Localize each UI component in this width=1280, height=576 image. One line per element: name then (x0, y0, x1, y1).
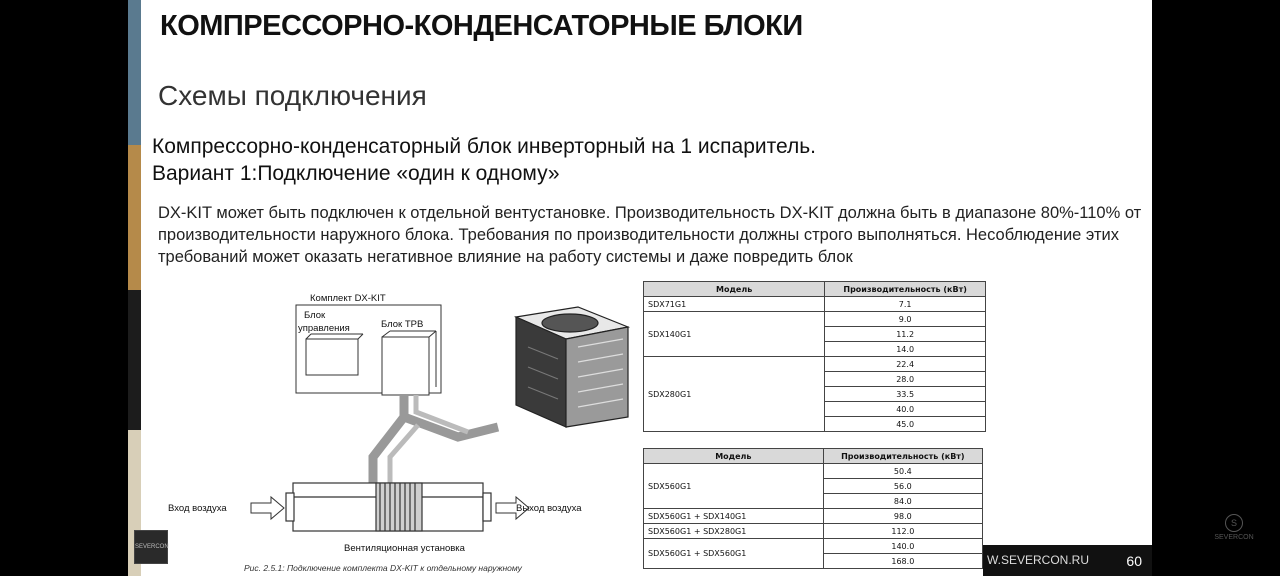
capacity-cell: 112.0 (823, 524, 982, 539)
table-header-row (644, 449, 983, 464)
table-row (644, 357, 986, 372)
column-header: Модель (644, 449, 824, 464)
column-header: Модель (644, 282, 825, 297)
accent-band-dark (128, 290, 141, 430)
capacity-cell: 45.0 (825, 417, 986, 432)
model-cell: SDX280G1 (644, 357, 825, 432)
table-header-row (644, 282, 986, 297)
trv-unit-box (382, 337, 429, 395)
air-in-arrow-icon (251, 497, 284, 519)
model-cell: SDX560G1 + SDX140G1 (644, 509, 824, 524)
table-row (644, 464, 983, 479)
page-number: 60 (1126, 553, 1142, 569)
capacity-cell: 40.0 (825, 402, 986, 417)
capacity-cell: 98.0 (823, 509, 982, 524)
ventilation-unit (286, 483, 491, 531)
accent-band-blue (128, 0, 141, 145)
capacity-cell: 28.0 (825, 372, 986, 387)
section-heading (152, 133, 816, 187)
website-label: W.SEVERCON.RU (987, 553, 1090, 567)
air-in-label: Вход воздуха (168, 503, 227, 514)
connection-diagram (158, 287, 638, 576)
column-header: Производительность (кВт) (825, 282, 986, 297)
table-row (644, 539, 983, 554)
capacity-cell: 33.5 (825, 387, 986, 402)
slide (128, 0, 1152, 576)
capacity-cell: 50.4 (823, 464, 982, 479)
model-cell: SDX560G1 + SDX560G1 (644, 539, 824, 569)
footer-bar (983, 545, 1152, 576)
table-row (644, 509, 983, 524)
slide-subtitle: Схемы подключения (158, 80, 427, 111)
trv-unit-label: Блок ТРВ (381, 319, 424, 330)
capacity-cell: 9.0 (825, 312, 986, 327)
air-out-label: Выход воздуха (516, 503, 582, 514)
model-cell: SDX140G1 (644, 312, 825, 357)
model-cell: SDX71G1 (644, 297, 825, 312)
severcon-logo: SEVERCON (134, 530, 168, 564)
capacity-cell: 22.4 (825, 357, 986, 372)
control-unit-box (306, 339, 358, 375)
model-cell: SDX560G1 (644, 464, 824, 509)
capacity-cell: 140.0 (823, 539, 982, 554)
table-row (644, 312, 986, 327)
watermark: S SEVERCON (1208, 514, 1260, 541)
capacity-cell: 11.2 (825, 327, 986, 342)
control-unit-label-2: управления (298, 323, 350, 334)
capacity-cell: 168.0 (823, 554, 982, 569)
capacity-cell: 7.1 (825, 297, 986, 312)
capacity-cell: 14.0 (825, 342, 986, 357)
heading-line-1: Компрессорно-конденсаторный блок инверторный на 1 испаритель. (152, 135, 817, 158)
s-logo-icon: S (1225, 514, 1243, 532)
control-unit-label-1: Блок (304, 310, 326, 321)
ventilation-unit-label: Вентиляционная установка (344, 543, 465, 554)
outdoor-unit (516, 307, 628, 427)
column-header: Производительность (кВт) (823, 449, 982, 464)
capacity-table-1 (643, 281, 986, 432)
table-row (644, 297, 986, 312)
accent-band-gold (128, 145, 141, 290)
model-cell: SDX560G1 + SDX280G1 (644, 524, 824, 539)
slide-title: КОМПРЕССОРНО-КОНДЕНСАТОРНЫЕ БЛОКИ (160, 10, 803, 42)
heading-line-2: Вариант 1:Подключение «один к одному» (152, 162, 560, 185)
capacity-cell: 84.0 (823, 494, 982, 509)
table-row (644, 524, 983, 539)
capacity-cell: 56.0 (823, 479, 982, 494)
figure-caption: Рис. 2.5.1: Подключение комплекта DX-KIT к отдельному наружному (244, 563, 522, 573)
dx-kit-label: Комплект DX-KIT (310, 293, 386, 304)
description-paragraph: DX-KIT может быть подключен к отдельной вентустановке. Производительность DX-KIT должна быть в диапазоне 80%-110% от производительности наружного блока. Требования по производительности должны строго выполняться. Несоблюдение этих требований может оказать негативное влияние на работу системы и даже повредить блок (158, 204, 1142, 266)
capacity-table-2 (643, 448, 983, 569)
